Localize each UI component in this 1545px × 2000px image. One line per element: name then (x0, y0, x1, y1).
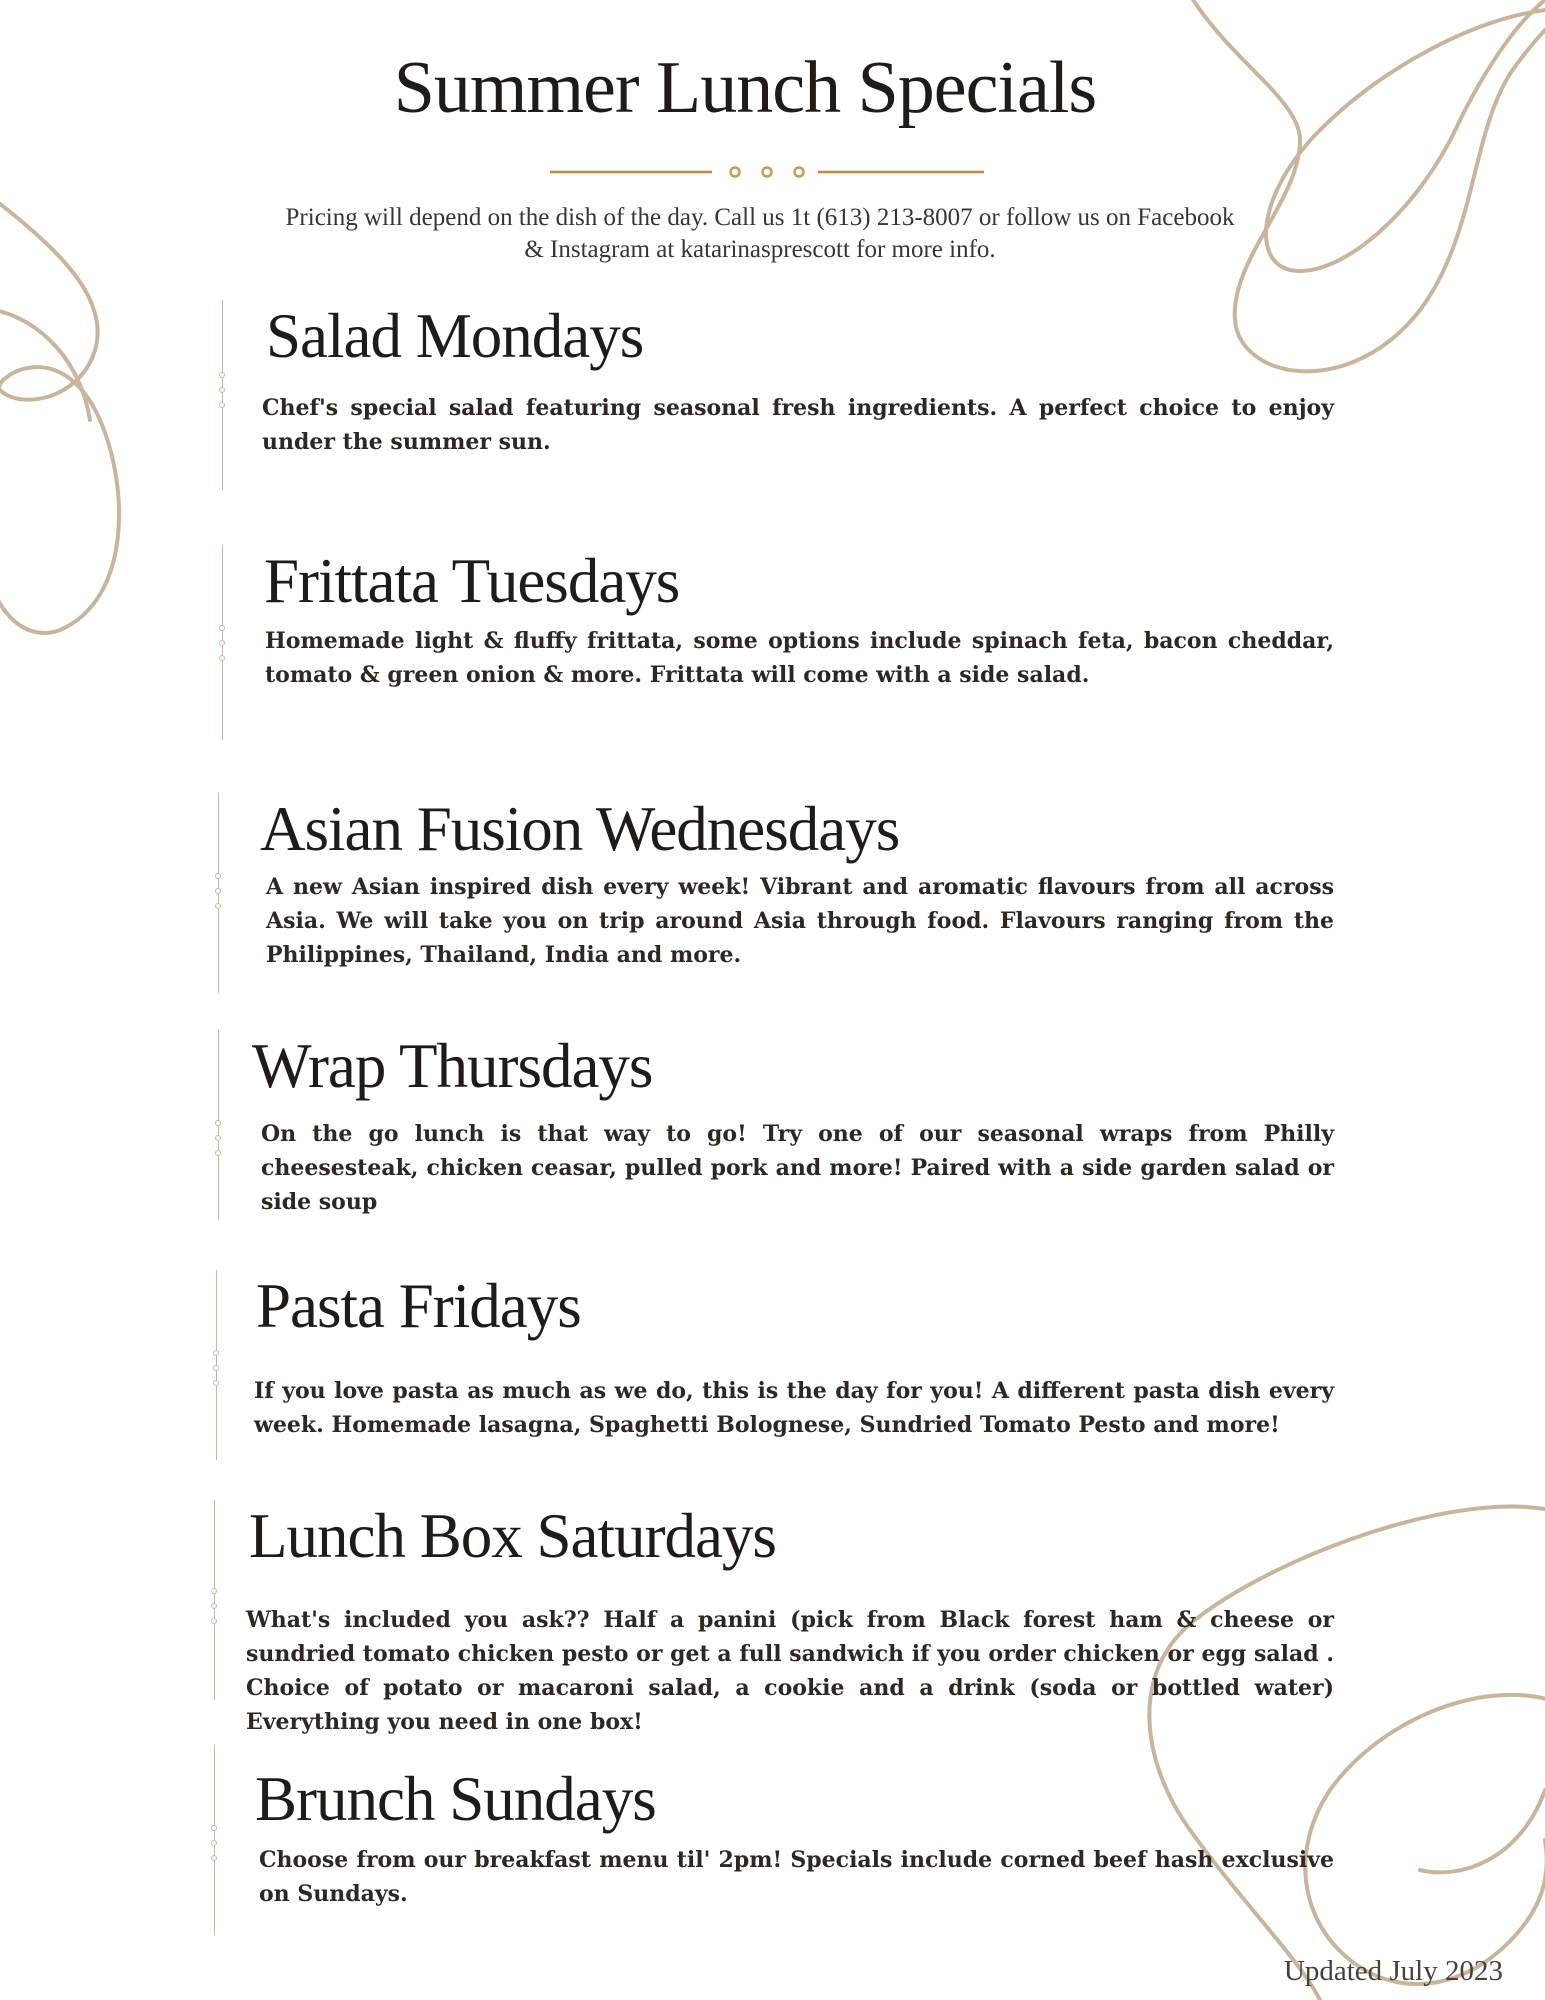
section-dots (211, 1825, 217, 1870)
section-title: Wrap Thursdays (252, 1031, 653, 1101)
swirl-bottom-right-2 (1305, 1695, 1545, 1984)
swirl-left-2 (0, 310, 90, 420)
section-title: Asian Fusion Wednesdays (260, 794, 900, 864)
section-description: Choose from our breakfast menu til' 2pm! Specials include corned beef hash exclusive on Sundays. (259, 1847, 1334, 1907)
section-dots (213, 1350, 219, 1395)
section-dots (211, 1588, 217, 1633)
swirl-bottom-right-3 (1420, 1790, 1545, 1872)
updated-date: Updated July 2023 (1283, 1955, 1503, 1987)
swirl-top-right-2 (1266, 0, 1545, 271)
title-divider (550, 168, 984, 177)
swirl-bottom-right (1149, 1507, 1545, 2000)
section-description: What's included you ask?? Half a panini (pick from Black forest ham & cheese or sundried tomato chicken pesto or get a full sandwich if you order chicken or egg salad . Choice of potato or macaroni salad, a cookie and a drink (soda or bottled water) Everything you need in one box! (246, 1607, 1334, 1735)
page-title: Summer Lunch Specials (393, 47, 1097, 129)
section-title: Lunch Box Saturdays (249, 1501, 776, 1571)
section-title: Frittata Tuesdays (264, 546, 680, 616)
section-description: Homemade light & fluffy frittata, some options include spinach feta, bacon cheddar, tomato & green onion & more. Frittata will come with a side salad. (265, 628, 1334, 688)
section-description: On the go lunch is that way to go! Try one of our seasonal wraps from Philly cheesesteak, chicken ceasar, pulled pork and more! Paired with a side garden salad or side soup (261, 1121, 1334, 1215)
section-dots (219, 372, 225, 417)
section-title: Brunch Sundays (255, 1764, 656, 1834)
section-description: If you love pasta as much as we do, this is the day for you! A different pasta dish every week. Homemade lasagna, Spaghetti Bolognese, Sundried Tomato Pesto and more! (254, 1378, 1334, 1438)
section-title: Pasta Fridays (256, 1271, 581, 1341)
section-description: A new Asian inspired dish every week! Vibrant and aromatic flavours from all across Asia. We will take you on trip around Asia through food. Flavours ranging from the Philippines, Thailand, India and more. (266, 874, 1334, 968)
section-dots (215, 1120, 221, 1165)
section-dots (215, 873, 221, 918)
section-dots (219, 625, 225, 670)
intro-text: Pricing will depend on the dish of the day. Call us 1t (613) 213-8007 or follow us on Facebook & Instagram at katarinasprescott for more info. (285, 204, 1235, 263)
section-description: Chef's special salad featuring seasonal fresh ingredients. A perfect choice to enjoy under the summer sun. (262, 395, 1334, 455)
swirl-left (0, 200, 119, 633)
section-title: Salad Mondays (266, 301, 644, 371)
